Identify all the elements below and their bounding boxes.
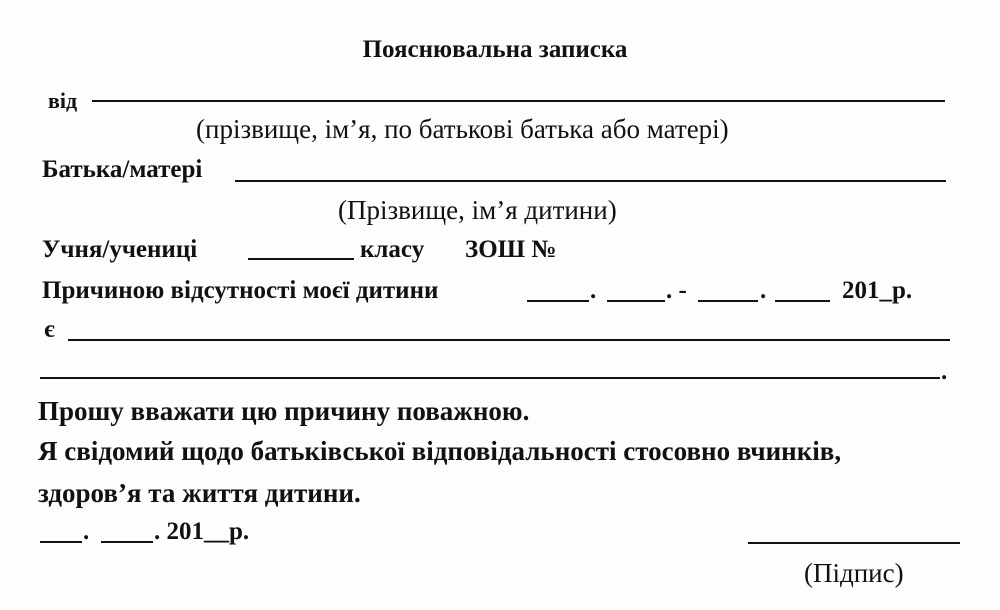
awareness-text-line1: Я свідомий щодо батьківської відповідальності стосовно вчинків, (38, 436, 842, 466)
class-label: класу (360, 236, 425, 263)
sign-date-year: . 201__р. (154, 518, 250, 545)
absence-label: Причиною відсутності моєї дитини (42, 277, 439, 304)
sign-date-month-field[interactable] (101, 541, 153, 543)
child-name-field[interactable] (235, 180, 946, 182)
year-text: 201_р. (842, 277, 913, 304)
reason-field-line1[interactable] (68, 339, 950, 341)
date-to-day-field[interactable] (698, 300, 758, 302)
date-from-month-field[interactable] (607, 300, 665, 302)
pupil-label: Учня/учениці (42, 236, 198, 263)
sign-date-day-field[interactable] (40, 541, 82, 543)
from-name-field[interactable] (92, 100, 945, 102)
from-label: від (48, 88, 78, 113)
request-text: Прошу вважати цю причину поважною. (38, 396, 530, 426)
signature-hint: (Підпис) (804, 558, 904, 588)
date-separator: . (760, 277, 767, 304)
date-to-month-field[interactable] (775, 300, 830, 302)
is-label: є (44, 316, 55, 343)
from-hint: (прізвище, ім’я, по батькові батька або матері) (196, 114, 729, 144)
child-hint: (Прізвище, ім’я дитини) (338, 195, 617, 225)
reason-field-line2[interactable] (40, 377, 940, 379)
awareness-text-line2: здоров’я та життя дитини. (38, 478, 361, 508)
line-end-dot: . (941, 358, 948, 385)
school-label: ЗОШ № (465, 236, 557, 263)
form-title: Пояснювальна записка (362, 36, 628, 63)
class-field[interactable] (248, 258, 354, 260)
date-separator: . (590, 277, 597, 304)
date-from-day-field[interactable] (527, 300, 589, 302)
sign-date-separator: . (83, 518, 90, 545)
signature-field[interactable] (748, 542, 960, 544)
parent-label: Батька/матері (42, 156, 203, 183)
date-range-separator: . - (666, 277, 687, 304)
